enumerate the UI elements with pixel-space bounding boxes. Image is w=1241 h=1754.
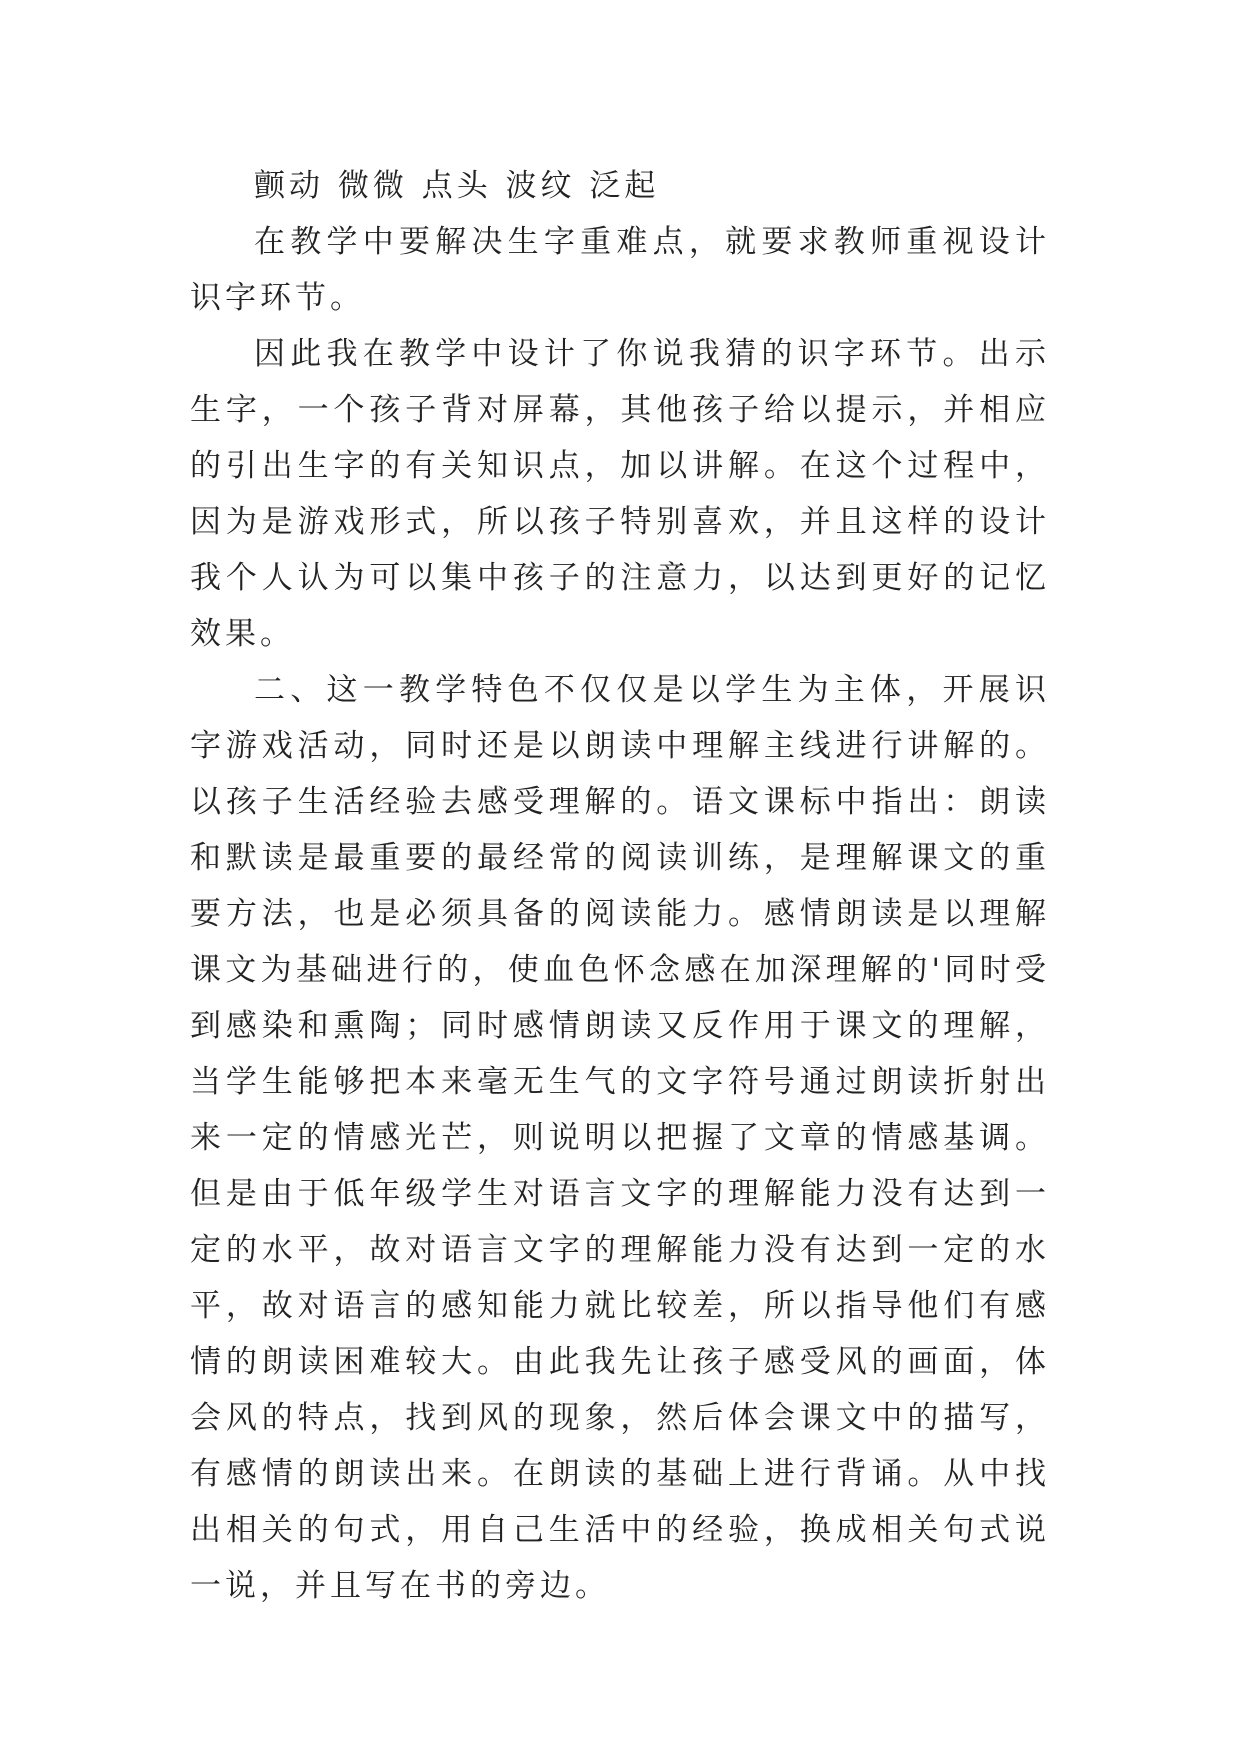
body-paragraph: 二、这一教学特色不仅仅是以学生为主体，开展识字游戏活动，同时还是以朗读中理解主线进行讲解的。以孩子生活经验去感受理解的。语文课标中指出：朗读和默读是最重要的最经常的阅读训练，是理解课文的重要方法，也是必须具备的阅读能力。感情朗读是以理解课文为基础进行的，使血色怀念感在加深理解的'同时受到感染和熏陶；同时感情朗读又反作用于课文的理解，当学生能够把本来毫无生气的文字符号通过朗读折射出来一定的情感光芒，则说明以把握了文章的情感基调。但是由于低年级学生对语言文字的理解能力没有达到一定的水平，故对语言文字的理解能力没有达到一定的水平，故对语言的感知能力就比较差，所以指导他们有感情的朗读困难较大。由此我先让孩子感受风的画面，体会风的特点，找到风的现象，然后体会课文中的描写，有感情的朗读出来。在朗读的基础上进行背诵。从中找出相关的句式，用自己生活中的经验，换成相关句式说一说，并且写在书的旁边。	[190, 672, 1050, 1604]
document-body	[190, 158, 1050, 1614]
body-paragraph: 因此我在教学中设计了你说我猜的识字环节。出示生字，一个孩子背对屏幕，其他孩子给以提示，并相应的引出生字的有关知识点，加以讲解。在这个过程中，因为是游戏形式，所以孩子特别喜欢，并且这样的设计我个人认为可以集中孩子的注意力，以达到更好的记忆效果。	[190, 336, 1050, 652]
body-paragraph: 在教学中要解决生字重难点，就要求教师重视设计识字环节。	[190, 224, 1050, 316]
word-list-paragraph: 颤动 微微 点头 波纹 泛起	[254, 168, 660, 204]
